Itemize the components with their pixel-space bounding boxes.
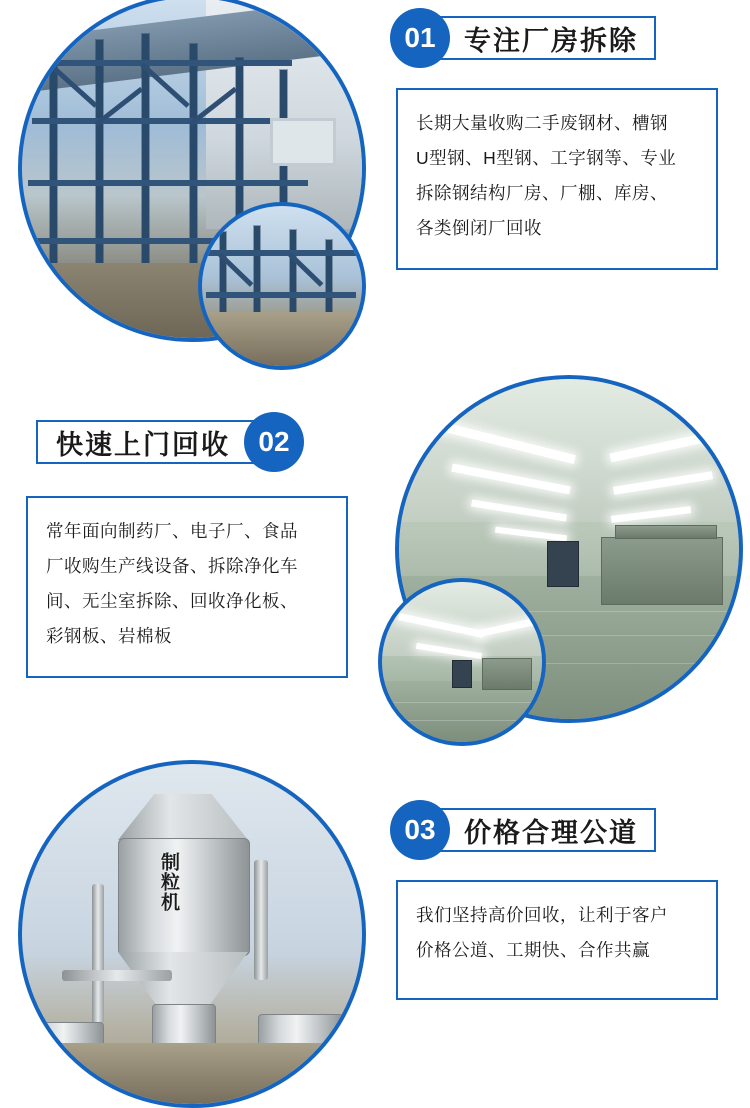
section-1-number-badge: 01 — [390, 8, 450, 68]
section-1-body-line-2: U型钢、H型钢、工字钢等、专业 — [416, 148, 677, 168]
section-3-title-box — [432, 808, 656, 852]
section-3-title: 价格合理公道 — [464, 817, 638, 848]
section-2-body-line-2: 厂收购生产线设备、拆除净化车 — [46, 556, 298, 576]
section-3-photo-primary — [18, 760, 366, 1108]
section-2-headline — [36, 412, 304, 472]
section-2-body-box — [26, 496, 348, 678]
section-1-body-box — [396, 88, 718, 270]
section-2-body-line-1: 常年面向制药厂、电子厂、食品 — [46, 521, 298, 541]
section-2-body-line-3: 间、无尘室拆除、回收净化板、 — [46, 591, 298, 611]
section-2-title: 快速上门回收 — [56, 429, 230, 460]
section-3-body-line-1: 我们坚持高价回收，让利于客户 — [416, 905, 668, 925]
machine-label: 制粒机 — [157, 852, 179, 912]
section-1-body-line-3: 拆除钢结构厂房、厂棚、库房、 — [416, 183, 668, 203]
section-1-body-line-4: 各类倒闭厂回收 — [416, 218, 542, 238]
section-1-body-line-1: 长期大量收购二手废钢材、槽钢 — [416, 113, 668, 133]
section-1-title: 专注厂房拆除 — [464, 25, 638, 56]
section-3-number-badge: 03 — [390, 800, 450, 860]
section-2-title-box — [36, 420, 262, 464]
section-3-headline — [390, 800, 656, 860]
section-1-headline — [390, 8, 656, 68]
section-1-photo-secondary — [198, 202, 366, 370]
section-2-photo-secondary — [378, 578, 546, 746]
section-1-title-box — [432, 16, 656, 60]
section-2-number-badge: 02 — [244, 412, 304, 472]
section-2-body-line-4: 彩钢板、岩棉板 — [46, 626, 172, 646]
section-3-body-box — [396, 880, 718, 1000]
section-3-body-line-2: 价格公道、工期快、合作共赢 — [416, 940, 650, 960]
